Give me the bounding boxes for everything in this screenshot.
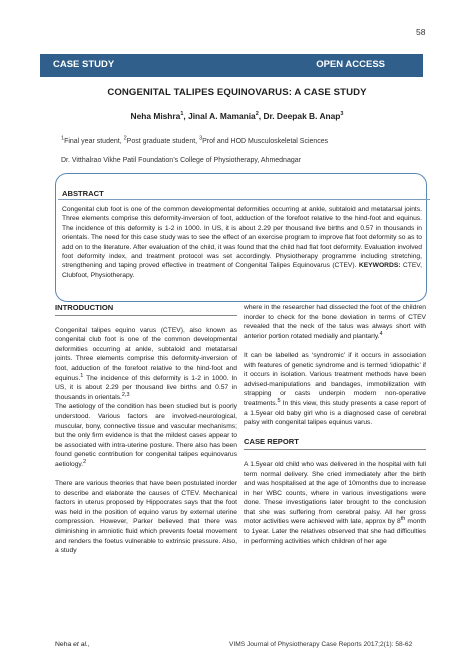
citation: 2 xyxy=(83,458,87,465)
abstract-text xyxy=(62,205,422,280)
affil-sup: 3 xyxy=(199,135,203,142)
article-type-banner xyxy=(40,54,423,77)
author-name: Dr. Deepak B. Anap xyxy=(263,111,341,121)
keywords-label: KEYWORDS: xyxy=(358,262,401,270)
intro-paragraph-2 xyxy=(55,402,237,469)
citation: 2,3 xyxy=(121,391,130,398)
ordinal-suffix: th xyxy=(400,516,406,523)
paragraph-text: In this view, this study presents a case report of a 1.5year old baby girl who is a diagnosed case of cerebral palsy with congenital talipes equinus varus. xyxy=(244,399,426,427)
author-sup: 2 xyxy=(255,111,259,118)
paragraph-text: It can be labelled as ‘syndromic’ if it occurs in association with features of genetic syndrome and is termed ‘idiopathic’ if it occurs in isolation. Various treatment methods have been advised-manipulations and bandages, immobilization with strapping or casts underpin modern non-operative treatments. xyxy=(244,351,426,407)
affil-text: Post graduate student, xyxy=(126,138,198,145)
citation: 4 xyxy=(379,330,383,337)
affiliations xyxy=(61,135,329,145)
introduction-heading: INTRODUCTION xyxy=(55,303,114,312)
footer-et-al: et al., xyxy=(73,641,90,648)
abstract-divider xyxy=(58,199,430,200)
paragraph-text: month to 1year. Later the relatives observed that she had difficulties in performing activities which children of her age xyxy=(244,518,426,545)
paragraph-text: A 1.5year old child who was delivered in the hospital with full term normal delivery. She cried immediately after the birth and was hospitalised at the age of 10months due to increase in her WBC counts, where in various investigations were done. These investigations later brought to the conclusion that she was suffering from cerebral palsy. All her gross motor activities were achieved with late, approx by 8 xyxy=(244,460,426,526)
left-column xyxy=(55,303,237,556)
paragraph-text: The incidence of this deformity is 1-2 in 1000. In US, it is about 2.29 per thousand live births and 0.57 in thousands in orientals. xyxy=(55,374,237,401)
footer-author-name: Neha xyxy=(55,641,72,648)
section-divider xyxy=(244,449,426,450)
intro-paragraph-5 xyxy=(244,351,426,428)
intro-paragraph-3: There are various theories that have been postulated inorder to describe and elaborate the causes of CTEV. Mechanical factors in uterus proposed by Hippocrates says that the foot was held in the position of equino varus by external uterine compression. However, Parker believed that there was diminishing in amniotic fluid which prevents foetal movement and renders the foetus vulnerable to extrinsic pressure. Also, a study xyxy=(55,480,237,555)
author-list: Neha Mishra$^1$, Jinal A. Mamania$^2$, Dr. Deepak B. Anap$^3$ xyxy=(130,111,344,121)
author-sup: 1 xyxy=(180,111,184,118)
footer-author xyxy=(55,641,90,648)
paragraph-text: The aetiology of the condition has been studied but is poorly understood. Various factors are involved-neurological, muscular, bony, connective tissue and vascular mechanisms; but the only firm evidence is that the mildest cases appear to be associated with intra-uterine posture. There also has been found genetic contribution for congenital talipes equinovarus aetiology. xyxy=(55,403,237,468)
open-access-label: OPEN ACCESS xyxy=(316,59,385,70)
affil-text: Prof and HOD Musculoskeletal Sciences xyxy=(202,138,329,145)
article-title: CONGENITAL TALIPES EQUINOVARUS: A CASE STUDY xyxy=(107,87,367,98)
page-number: 58 xyxy=(416,27,426,37)
footer-journal: VIMS Journal of Physiotherapy Case Reports 2017;2(1): 58-62 xyxy=(229,641,413,648)
citation: 1 xyxy=(80,372,84,379)
author-name: Neha Mishra xyxy=(130,111,181,121)
affil-text: Final year student, xyxy=(64,138,122,145)
case-report-paragraph xyxy=(244,460,426,546)
section-divider xyxy=(55,315,237,316)
author-name: Jinal A. Mamania xyxy=(188,111,256,121)
paragraph-text: Congenital talipes equino varus (CTEV), also known as congenital club foot is one of the common developmental deformities occurring at ankle, subtaloid and metatarsal joints. Three elements comprise this deformity-inversion of foot, adduction of the forefoot relative to the hind-foot and equinus. xyxy=(55,326,237,382)
abstract-body: Congenital club foot is one of the common developmental deformities occurring at ankle, subtaloid and metatarsal joints. Three elements comprise this deformity-inversion of foot, adduction of the forefoot relative to the hind-foot and equinus. The incidence of this deformity is 1-2 in 1000. In US, it is about 2.29 per thousand live births and 0.57 in thousands in orientals. The need for this case study was to see the effect of an exercise program to improve flat foot deformity so as to add on to the literature. After evaluation of the child, it was found that the child had flat foot deformity. Evaluation involved foot deformity index, and treatment protocol was set accordingly. Physiotherapy programme including stretching, strengthening and taping proved effective in treatment of Congenital Talipes Equinovarus (CTEV). xyxy=(62,206,422,270)
case-study-label: CASE STUDY xyxy=(53,59,115,70)
affil-sup: 1 xyxy=(61,135,65,142)
author-sup: 3 xyxy=(340,111,344,118)
intro-paragraph-1 xyxy=(55,326,237,403)
college-affiliation: Dr. Vitthalrao Vikhe Patil Foundation’s College of Physiotherapy, Ahmednagar xyxy=(61,157,301,164)
citation: 5 xyxy=(277,397,281,404)
intro-paragraph-4 xyxy=(244,303,426,341)
right-column xyxy=(244,303,426,546)
keywords: CTEV, Clubfoot, Physiotherapy. xyxy=(62,262,423,279)
affil-sup: 2 xyxy=(123,135,127,142)
abstract-heading: ABSTRACT xyxy=(62,189,104,198)
paragraph-text: where in the researcher had dissected the foot of the children inorder to check for the bone deviation in terms of CTEV revealed that the neck of the talus was always short with anterior portion rotated medially and plantarly. xyxy=(244,304,426,340)
case-report-heading: CASE REPORT xyxy=(244,437,299,447)
